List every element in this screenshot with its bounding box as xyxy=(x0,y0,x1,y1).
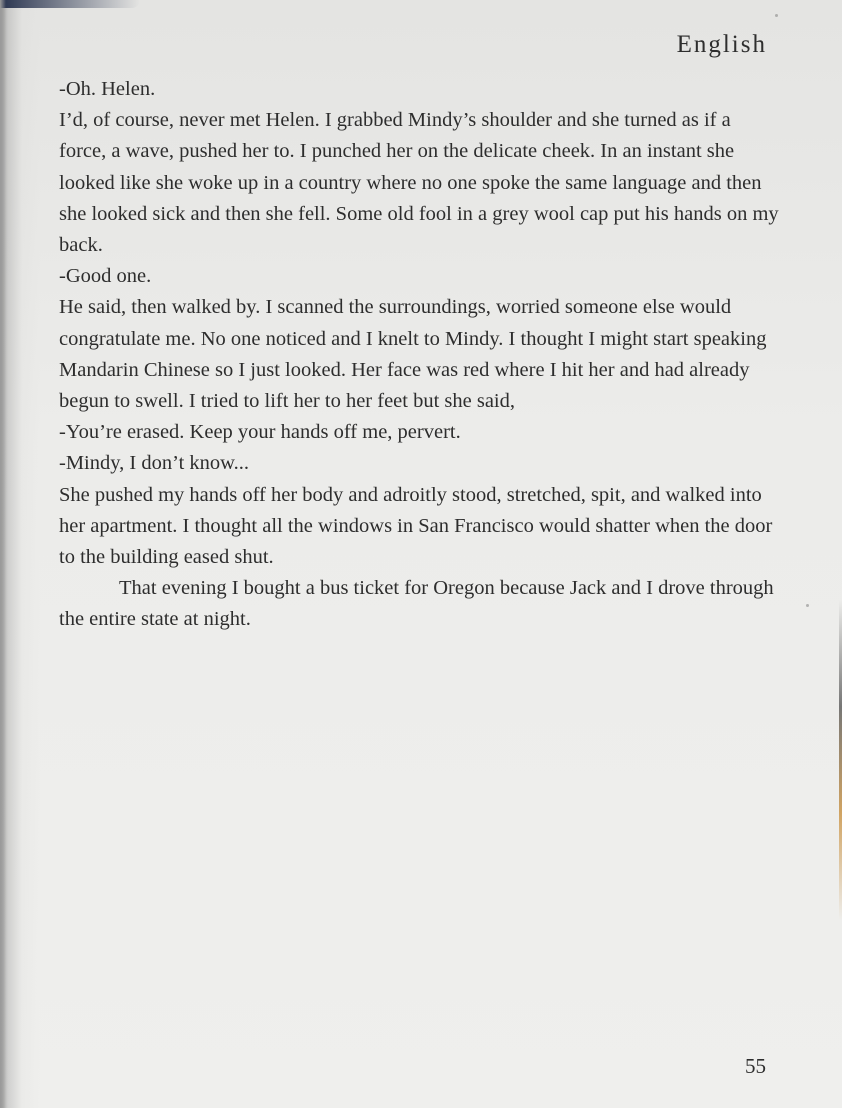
paper-speck xyxy=(775,14,778,17)
paragraph: -You’re erased. Keep your hands off me, pervert. xyxy=(59,421,461,444)
paragraph: -Oh. Helen. xyxy=(59,78,156,100)
page-corner-shadow xyxy=(0,0,140,8)
paragraph: -Mindy, I don’t know... xyxy=(59,452,249,475)
paragraph: -Good one. xyxy=(59,265,152,288)
paragraph: That evening I bought a bus ticket for Oregon because Jack and I drove through the entire state at night. xyxy=(59,577,774,631)
paper-speck xyxy=(806,604,809,607)
page-number: 55 xyxy=(745,1054,766,1078)
body-text xyxy=(59,74,779,636)
paragraph: She pushed my hands off her body and adroitly stood, stretched, spit, and walked into her apartment. I thought all the windows in San Francisco would shatter when the door to the building eased shut. xyxy=(59,483,773,569)
paragraph: He said, then walked by. I scanned the surroundings, worried someone else would congratulate me. No one noticed and I knelt to Mindy. I thought I might start speaking Mandarin Chinese so I just looked. Her face was red where I hit her and had already begun to swell. I tried to lift her to her feet but she said, xyxy=(59,296,767,413)
paragraph: I’d, of course, never met Helen. I grabbed Mindy’s shoulder and she turned as if a force, a wave, pushed her to. I punched her on the delicate cheek. In an instant she looked like she woke up in a country where no one spoke the same language and then she looked sick and then she fell. Some old fool in a grey wool cap put his hands on my back. xyxy=(59,109,779,257)
binding-gutter-shadow xyxy=(0,0,6,1108)
running-head: English xyxy=(676,31,767,58)
